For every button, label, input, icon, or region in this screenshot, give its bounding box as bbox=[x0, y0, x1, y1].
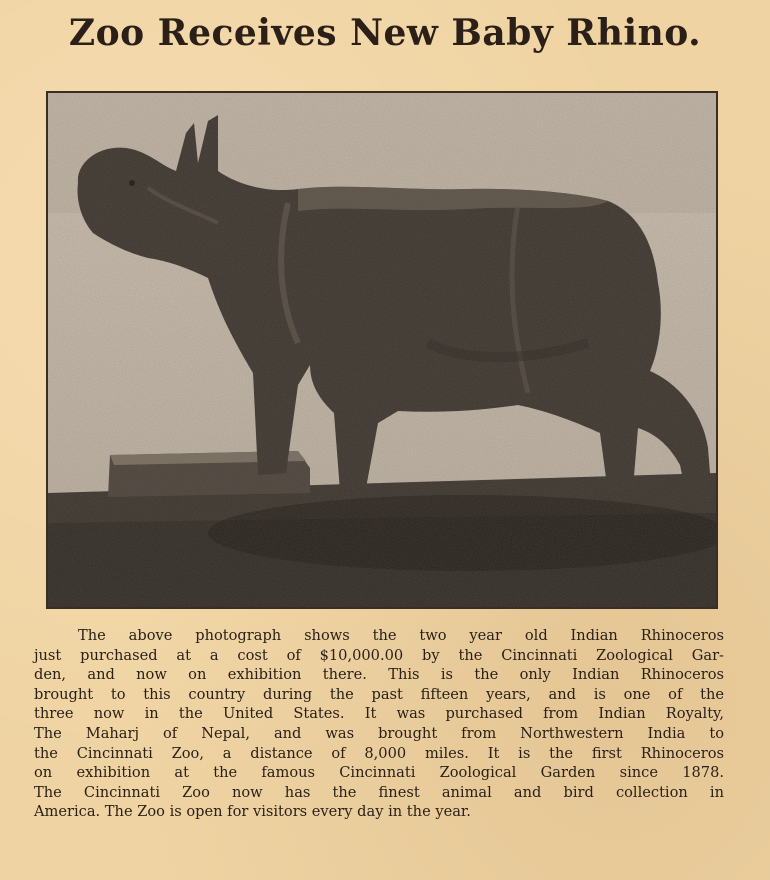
article-line: three now in the United States. It was purchased from Indian Royalty, bbox=[34, 705, 724, 723]
rhino-photograph bbox=[46, 91, 718, 609]
article-line: just purchased at a cost of $10,000.00 by the Cincinnati Zoological Gar- bbox=[34, 646, 724, 664]
article-line: brought to this country during the past fifteen years, and is one of the bbox=[34, 685, 724, 703]
article-body bbox=[34, 626, 724, 822]
article-line: The Cincinnati Zoo now has the finest animal and bird collection in bbox=[34, 783, 724, 801]
article-line: The Maharj of Nepal, and was brought from Northwestern India to bbox=[34, 724, 724, 742]
rhino-photo-illustration bbox=[48, 93, 716, 607]
article-line: den, and now on exhibition there. This is the only Indian Rhinoceros bbox=[34, 666, 724, 684]
article-line: America. The Zoo is open for visitors every day in the year. bbox=[34, 803, 471, 821]
article-line: on exhibition at the famous Cincinnati Zoological Garden since 1878. bbox=[34, 764, 724, 782]
article-line: the Cincinnati Zoo, a distance of 8,000 miles. It is the first Rhinoceros bbox=[34, 744, 724, 762]
headline: Zoo Receives New Baby Rhino. bbox=[68, 12, 702, 54]
article-line: The above photograph shows the two year old Indian Rhinoceros bbox=[78, 627, 724, 644]
